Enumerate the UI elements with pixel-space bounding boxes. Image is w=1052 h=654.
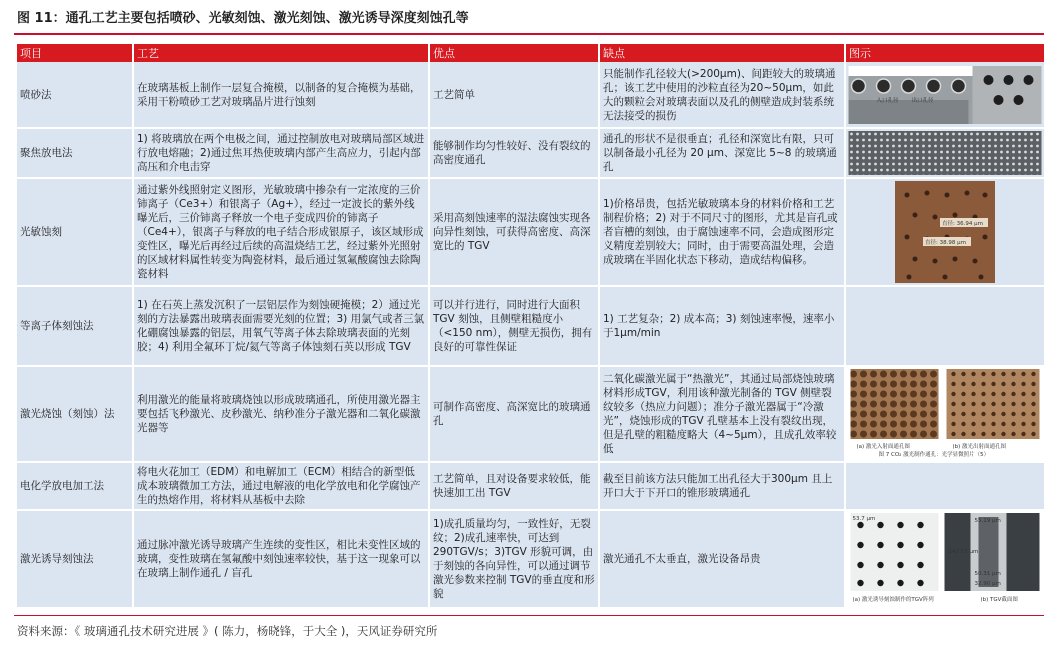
row-process: 通过脉冲激光诱导玻璃产生连续的变性区，相比未变性区域的玻璃，变性玻璃在氢氟酸中刻蚀速率较快，基于这一现象可以在玻璃上制作通孔 / 盲孔 xyxy=(133,510,429,608)
row-process: 1) 在石英上蒸发沉积了一层铝层作为刻蚀硬掩模；2）通过光刻的方法暴露出玻璃表面需要光刻的位置；3) 用氯气或者三氯化硼腐蚀暴露的铝层，用氧气等离子体去除玻璃表面的光刻胶；4) 利用全氟环丁烷/氦气等离子体蚀刻石英以形成 TGV xyxy=(133,286,429,366)
title-divider xyxy=(14,33,1044,35)
row-cons: 1) 工艺复杂；2) 成本高；3) 刻蚀速率慢，速率小于1μm/min xyxy=(599,286,845,366)
row-figure-empty xyxy=(845,462,1044,510)
row-cons: 只能制作孔径较大(>200μm)、间距较大的玻璃通孔；该工艺中使用的沙粒直径为20~50μm，如此大的颗粒会对玻璃表面以及孔的侧壁造成封装系统无法接受的损伤 xyxy=(599,62,845,128)
row-pros: 能够制作均匀性较好、没有裂纹的高密度通孔 xyxy=(429,128,599,178)
discharge-hole-array-figure xyxy=(848,131,1042,175)
row-figure xyxy=(845,510,1044,608)
photosensitive-etch-figure xyxy=(848,181,1042,283)
row-name: 喷砂法 xyxy=(17,62,133,128)
table-row xyxy=(17,128,1044,178)
figure-label-top-diameter: 55.19 μm xyxy=(974,518,1001,524)
tgv-process-table xyxy=(17,44,1044,609)
table-row xyxy=(17,366,1044,462)
row-figure xyxy=(845,128,1044,178)
figure-label-diameter-1: 直径: 36.94 μm xyxy=(942,221,983,227)
table-row xyxy=(17,62,1044,128)
figure-caption-exit: (b) 激光出射面通孔图 xyxy=(952,444,1007,450)
table-row xyxy=(17,178,1044,286)
row-cons: 二氧化碳激光属于“热激光”，其通过局部烧蚀玻璃材料形成TGV，利用该种激光制备的 TGV 侧壁裂纹较多（热应力问题）；准分子激光器属于“冷激光”，烧蚀形成的TGV 孔壁基本上没有裂纹出现，但是孔壁的粗糙度略大（4~5μm），且成孔效率较低 xyxy=(599,366,845,462)
figure-label-exit: 出口孔径 xyxy=(911,97,934,104)
figure-label-bottom-diameter: 32.90 μm xyxy=(974,581,1001,587)
header-item: 项目 xyxy=(17,44,133,62)
row-process: 将电火花加工（EDM）和电解加工（ECM）相结合的新型低成本玻璃微加工方法，通过电解液的电化学放电和化学腐蚀产生的热熔作用，将材料从基板中去除 xyxy=(133,462,429,510)
row-pros: 可以并行进行，同时进行大面积 TGV 刻蚀，且侧壁粗糙度小（<150 nm），侧壁无损伤，拥有良好的可靠性保证 xyxy=(429,286,599,366)
row-cons: 激光通孔不太垂直，激光设备昂贵 xyxy=(599,510,845,608)
figure-label-middle-diameter: 50.31 μm xyxy=(974,571,1001,577)
laser-ablation-figure xyxy=(848,369,1042,459)
table-row xyxy=(17,462,1044,510)
figure-title: 图 11：通孔工艺主要包括喷砂、光敏刻蚀、激光刻蚀、激光诱导深度刻蚀孔等 xyxy=(17,11,469,26)
row-name: 聚焦放电法 xyxy=(17,128,133,178)
table-row xyxy=(17,286,1044,366)
header-row xyxy=(17,44,1044,62)
footer-divider xyxy=(14,615,1044,616)
header-figure: 图示 xyxy=(845,44,1044,62)
row-name: 电化学放电加工法 xyxy=(17,462,133,510)
figure-caption-section: (b) TGV截面图 xyxy=(980,597,1018,603)
row-pros: 工艺简单 xyxy=(429,62,599,128)
row-cons: 1)价格昂贵，包括光敏玻璃本身的材料价格和工艺制程价格；2) 对于不同尺寸的图形，尤其是盲孔或者盲槽的刻蚀，由于腐蚀速率不同，会造成图形定义精度差别较大；同时，由于需要高温处理，会造成玻璃在半固化状态下移动，造成结构偏移。 xyxy=(599,178,845,286)
table-row xyxy=(17,510,1044,608)
figure-label-diameter-2: 直径: 38.98 μm xyxy=(925,240,966,246)
header-cons: 缺点 xyxy=(599,44,845,62)
row-figure xyxy=(845,62,1044,128)
row-process: 通过紫外线照射定义图形，光敏玻璃中掺杂有一定浓度的三价铈离子（Ce3+）和银离子（Ag+），经过一定波长的紫外线曝光后，三价铈离子释放一个电子变成四价的铈离子（Ce4+），银离子与释放的电子结合形成银原子，该区域形成变性区，曝光后再经过后续的高温烧结工艺，经过紫外光照射的区域材料属性转变为陶瓷材料，最后通过氢氟酸腐蚀去除陶瓷材料 xyxy=(133,178,429,286)
row-process: 1) 将玻璃放在两个电极之间，通过控制放电对玻璃局部区域进行放电熔融；2)通过焦耳热使玻璃内部产生高应力，引起内部高压和介电击穿 xyxy=(133,128,429,178)
row-pros: 1)成孔质量均匀，一致性好，无裂纹；2)成孔速率快，可达到290TGV/s；3)TGV 形貌可调，由于刻蚀的各向异性，可以通过调节激光参数来控制 TGV的垂直度和形貌 xyxy=(429,510,599,608)
header-pros: 优点 xyxy=(429,44,599,62)
row-name: 激光烧蚀（刻蚀）法 xyxy=(17,366,133,462)
source-note: 资料来源：《 玻璃通孔技术研究进展 》( 陈力，杨晓锋，于大全 )，天风证券研究所 xyxy=(17,624,438,638)
row-pros: 工艺简单，且对设备要求较低，能快速加工出 TGV xyxy=(429,462,599,510)
figure-caption-array: (a) 激光诱导刻蚀制作的TGV阵列 xyxy=(852,597,934,603)
row-cons: 通孔的形状不是很垂直；孔径和深宽比有限，只可以制备最小孔径为 20 μm、深宽比 5~8 的玻璃通孔 xyxy=(599,128,845,178)
row-pros: 采用高刻蚀速率的湿法腐蚀实现各向异性刻蚀，可获得高密度、高深宽比的 TGV xyxy=(429,178,599,286)
row-cons: 截至目前该方法只能加工出孔径大于300μm 且上开口大于下开口的锥形玻璃通孔 xyxy=(599,462,845,510)
row-process: 利用激光的能量将玻璃烧蚀以形成玻璃通孔，所使用激光器主要包括飞秒激光、皮秒激光、纳秒准分子激光器和二氧化碳激光器等 xyxy=(133,366,429,462)
laser-induced-etch-figure xyxy=(848,513,1042,605)
row-figure xyxy=(845,178,1044,286)
row-name: 激光诱导刻蚀法 xyxy=(17,510,133,608)
row-figure xyxy=(845,366,1044,462)
header-process: 工艺 xyxy=(133,44,429,62)
row-process: 在玻璃基板上制作一层复合掩模，以制备的复合掩模为基础，采用干粉喷砂工艺对玻璃晶片进行蚀刻 xyxy=(133,62,429,128)
sandblast-figure xyxy=(848,66,1042,124)
row-pros: 可制作高密度、高深宽比的玻璃通孔 xyxy=(429,366,599,462)
figure-caption-entrance: (a) 激光入射面通孔图 xyxy=(856,444,910,450)
figure-caption: 图 7 CO₂ 激光制作通孔：光学显微照片（5） xyxy=(878,452,990,458)
figure-label-hole-pitch: 53.7 μm xyxy=(852,516,876,522)
row-name: 光敏蚀刻 xyxy=(17,178,133,286)
row-name: 等离子体刻蚀法 xyxy=(17,286,133,366)
row-figure-empty xyxy=(845,286,1044,366)
figure-label-entrance: 入口孔径 xyxy=(876,97,899,104)
figure-label-depth: 142.57 μm xyxy=(948,549,979,555)
